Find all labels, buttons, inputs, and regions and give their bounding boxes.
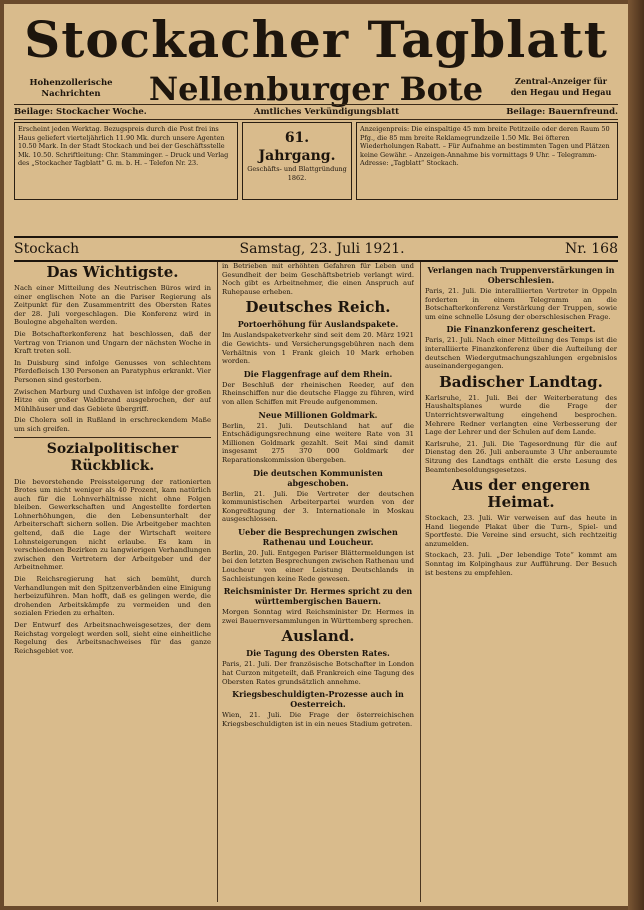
subheading: Portoerhöhung für Auslandspakete. — [237, 319, 399, 330]
advert-price-box: Anzeigenpreis: Die einspaltige 45 mm breite Petitzeile oder deren Raum 50 Pfg., die 85 mm breite Reklamegrundzeile 1.50 Mk. Bei öfteren Wiederholungen Rabatt. – Für Aufnahme an bestimmten Tagen und Plätzen keine Gewähr. – Anzeigen-Annahme bis vormittags 9 Uhr. – Telegramm-Adresse: „Tagblatt“ Stockach. — [356, 122, 618, 200]
subscription-box: Erscheint jeden Werktag. Bezugspreis durch die Post frei ins Haus geliefert vierteljährlich 11.90 Mk. durch unsere Agenten 10.50 Mark. In der Stadt Stockach und bei der Geschäftsstelle Mk. 10.50. Schriftleitung: Chr. Stamminger. – Druck und Verlag des „Stockacher Tagblatt“ G. m. b. H. – Telefon Nr. 23. — [14, 122, 238, 200]
dateline-place: Stockach — [14, 241, 80, 257]
paragraph: Die Botschafterkonferenz hat beschlossen, daß der Vertrag von Trianon und Ungarn der nächsten Woche in Kraft treten soll. — [14, 329, 211, 356]
paragraph: Paris, 21. Juli. Der französische Botschafter in London hat Curzon mitgeteilt, daß Frankreich eine Tagung des Obersten Rates grundsätzlich annehme. — [222, 660, 414, 686]
strip-right: Beilage: Bauernfreund. — [506, 107, 618, 117]
paragraph: Paris, 21. Juli. Nach einer Mitteilung des Temps ist die interalliierte Finanzkonferenz über die Aufteilung der deutschen Wiedergutmachungszahlungen ergebnislos auseinandergegangen. — [425, 336, 617, 371]
paragraph: Stockach, 23. Juli. Wir verweisen auf das heute in Hand liegende Plakat über die Turn-, Spiel- und Sportfeste. Die Vereine sind ersucht, sich rechtzeitig anzumelden. — [425, 514, 617, 548]
paragraph: Morgen Sonntag wird Reichsminister Dr. Hermes in zwei Bauernversammlungen in Württemberg sprechen. — [222, 608, 414, 625]
paragraph: Karlsruhe, 21. Juli. Die Tagesordnung für die auf Dienstag den 26. Juli anberaumte 3 Uhr anberaumte Sitzung des Landtags enthält die erste Lesung des Beamtenbesoldungsgesetzes. — [425, 439, 617, 474]
founded-label: Geschäfts- und Blattgründung 1862. — [247, 165, 347, 182]
subheading: Kriegsbeschuldigten-Prozesse auch in Oesterreich. — [232, 689, 404, 710]
binding-spine — [628, 0, 644, 910]
paragraph: Berlin, 20. Juli. Entgegen Pariser Blättermeldungen ist bei den letzten Besprechungen zwischen Rathenau und Loucheur von einer Leistung Deutschlands in Sachleistungen keine Rede gewesen. — [222, 548, 414, 583]
subheading: Reichsminister Dr. Hermes spricht zu den württembergischen Bauern. — [223, 586, 413, 607]
supplement-strip — [14, 104, 618, 120]
info-boxes — [14, 122, 618, 200]
subheading: Die deutschen Kommunisten abgeschoben. — [253, 467, 383, 488]
heading-aus-der-engeren-heimat: Aus der engeren Heimat. — [451, 476, 591, 512]
paragraph: Die Reichsregierung hat sich bemüht, durch Verhandlungen mit den Spitzenverbänden eine Einigung herbeizuführen. Man hofft, daß es gelingen werde, die drohenden Arbeitskämpfe zu vermeiden und den sozialen Frieden zu erhalten. — [14, 575, 211, 618]
heading-ausland: Ausland. — [281, 627, 355, 646]
paragraph: Der Beschluß der rheinischen Reeder, auf den Rheinschiffen nur die deutsche Flagge zu führen, wird von allen Schiffen mit Freude aufgenommen. — [222, 380, 414, 406]
dateline-number: Nr. 168 — [564, 241, 618, 257]
paragraph: Im Auslandspaketverkehr sind seit dem 20. März 1921 die Gewichts- und Versicherungsgebühren nach dem Verhältnis von 1 Frank gleich 10 Mark erhoben worden. — [222, 331, 414, 366]
subheading: Die Tagung des Obersten Rates. — [246, 648, 390, 659]
paragraph: Nach einer Mitteilung des Neutrischen Büros wird in einer englischen Note an die Pariser Regierung als Zeitpunkt für den Zusammentritt des Obersten Rates der 28. Juli vorgeschlagen. Die Konferenz wird in Boulogne abgehalten werden. — [14, 284, 211, 327]
column-2 — [217, 262, 414, 902]
masthead-right-tag: Zentral-Anzeiger für den Hegau und Hegau — [510, 76, 612, 97]
strip-center: Amtliches Verkündigungsblatt — [253, 107, 400, 117]
paragraph: Stockach, 23. Juli. „Der lebendige Tote“ kommt am Sonntag im Kolpinghaus zur Aufführung. Der Besuch ist bestens zu empfehlen. — [425, 551, 617, 577]
newspaper-title: Stockacher Tagblatt — [24, 10, 608, 69]
heading-sozialpolitischer-rueckblick: Sozialpolitischer Rückblick. — [46, 440, 179, 474]
paragraph: Die bevorstehende Preissteigerung der rationierten Brotes um nicht weniger als 40 Prozent, kam natürlich auch für die Lohnverhältnisse nicht ohne Folgen bleiben. Gewerkschaften und Angestellte forderten Lohnerhöhungen, die den Lebensunterhalt der Arbeiterschaft sichern sollen. Die Arbeitgeber machten geltend, daß die Lage der Wirtschaft weitere Lohnsteigerungen nicht erlaube. Es kam in verschiedenen Bezirken zu langwierigen Verhandlungen zwischen den Vertretern der Arbeitgeber und der Arbeitnehmer. — [14, 477, 211, 572]
paragraph: in Betrieben mit erhöhten Gefahren für Leben und Gesundheit der beim Geschäftsbetrieb verlangt wird. Noch gibt es Arbeitnehmer, die einen Anspruch auf Ruhepause erheben. — [222, 262, 414, 296]
strip-left: Beilage: Stockacher Woche. — [14, 107, 147, 117]
heading-deutsches-reich: Deutsches Reich. — [245, 298, 391, 317]
paragraph: Wien, 21. Juli. Die Frage der österreichischen Kriegsbeschuldigten ist in ein neues Stadium getreten. — [222, 711, 414, 728]
heading-das-wichtigste: Das Wichtigste. — [46, 263, 179, 281]
paragraph: Paris, 21. Juli. Die interalliierten Vertreter in Oppeln forderten in einem Telegramm an die Botschafterkonferenz Verstärkung der Truppen, sowie um eine schnelle Lösung der oberschlesischen Frage. — [425, 287, 617, 321]
subheading: Die Finanzkonferenz gescheitert. — [446, 324, 596, 335]
newspaper-page — [4, 4, 628, 906]
paragraph: Zwischen Marburg und Cuxhaven ist infolge der großen Hitze ein großer Waldbrand ausgebrochen, der auf Mühlhäuser und das Gebiete übergriff. — [14, 387, 211, 413]
article-columns — [14, 262, 618, 902]
dateline — [14, 236, 618, 262]
dateline-date: Samstag, 23. Juli 1921. — [239, 241, 405, 257]
paragraph: In Duisburg sind infolge Genusses von schlechtem Pferdefleisch 130 Personen an Paratyphus erkrankt. Vier Personen sind gestorben. — [14, 358, 211, 384]
masthead-left-tag: Hohenzollerische Nachrichten — [29, 78, 113, 99]
subheading: Ueber die Besprechungen zwischen Rathenau und Loucheur. — [238, 526, 398, 547]
heading-badischer-landtag: Badischer Landtag. — [439, 372, 603, 391]
masthead — [14, 10, 618, 108]
newspaper-subtitle: Nellenburger Bote — [148, 70, 484, 108]
paragraph: Der Entwurf des Arbeitsnachweisgesetzes, der dem Reichstag vorgelegt werden soll, sieht eine einheitliche Regelung des Arbeitsnachweises für das ganze Reichsgebiet vor. — [14, 621, 211, 655]
volume-label: 61. Jahrgang. — [258, 130, 336, 164]
paragraph: Berlin, 21. Juli. Die Vertreter der deutschen kommunistischen Arbeiterpartei wurden von der Kongreßtagung der 3. Internationale in Moskau ausgeschlossen. — [222, 489, 414, 524]
volume-box — [242, 122, 352, 200]
subheading: Verlangen nach Truppenverstärkungen in Oberschlesien. — [427, 265, 615, 285]
column-1 — [14, 262, 211, 902]
paragraph: Berlin, 21. Juli. Deutschland hat auf die Entschädigungsrechnung eine weitere Rate von 31 Millionen Goldmark gezahlt. Seit Mai sind damit insgesamt 275 370 000 Goldmark der Reparationskommission übergeben. — [222, 421, 414, 464]
column-3 — [420, 262, 617, 902]
paragraph: Die Cholera soll in Rußland in erschreckendem Maße um sich greifen. — [14, 416, 211, 433]
subheading: Die Flaggenfrage auf dem Rhein. — [243, 368, 393, 379]
paragraph: Karlsruhe, 21. Juli. Bei der Weiterberatung des Haushaltsplanes wurde die Frage der Unterrichtsverwaltung eingehend besprochen. Mehrere Redner verlangten eine Verbesserung der Lage der Lehrer und der Schulen auf dem Lande. — [425, 393, 617, 437]
subheading: Neue Millionen Goldmark. — [258, 409, 378, 420]
divider — [14, 437, 211, 438]
